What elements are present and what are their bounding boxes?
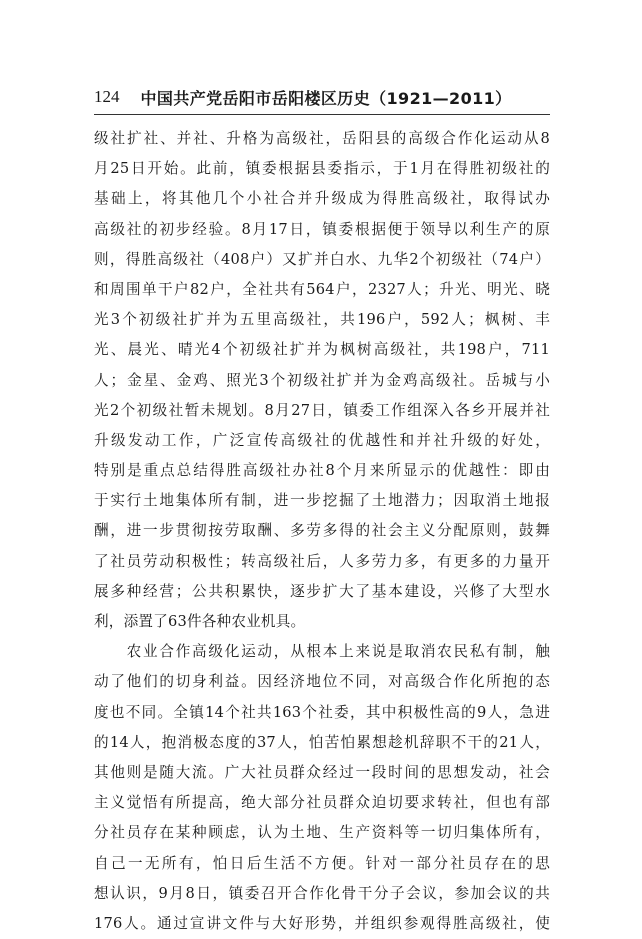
page-number: 124	[94, 87, 120, 106]
text-line: 利，添置了63件各种农业机具。	[94, 613, 306, 630]
text-line: 动了他们的切身利益。因经济地位不同，对高级合作化所抱的态	[94, 673, 550, 691]
text-line: 了社员劳动积极性；转高级社后，人多劳力多，有更多的力量开	[94, 552, 550, 570]
paragraph-2	[94, 637, 550, 939]
text-line: 分社员存在某种顾虑，认为土地、生产资料等一切归集体所有，	[94, 824, 550, 842]
text-line: 度也不同。全镇14个社共163个社委，其中积极性高的9人，急进	[94, 703, 550, 721]
text-line: 光、晨光、晴光4个初级社扩并为枫树高级社，共198户，711	[94, 341, 550, 359]
text-line: 光2个初级社暂未规划。8月27日，镇委工作组深入各乡开展并社	[94, 401, 550, 419]
text-line: 级社扩社、并社、升格为高级社，岳阳县的高级合作化运动从8	[94, 130, 550, 147]
text-line: 主义觉悟有所提高，绝大部分社员群众迫切要求转社，但也有部	[94, 794, 550, 812]
text-line: 人；金星、金鸡、照光3个初级社扩并为金鸡高级社。岳城与小	[94, 371, 550, 389]
text-line: 特别是重点总结得胜高级社办社8个月来所显示的优越性：即由	[94, 462, 550, 480]
text-line: 和周围单干户82户，全社共有564户，2327人；升光、明光、晓	[94, 280, 550, 298]
text-line: 基础上，将其他几个小社合并升级成为得胜高级社，取得试办	[94, 190, 550, 208]
paragraph-1	[94, 124, 550, 637]
text-line: 的14人，抱消极态度的37人，怕苦怕累想趁机辞职不干的21人，	[94, 733, 550, 751]
text-line: 则，得胜高级社（408户）又扩并白水、九华2个初级社（74户）	[94, 250, 550, 268]
running-title: 中国共产党岳阳市岳阳楼区历史（1921—2011）	[140, 88, 512, 108]
text-line: 想认识，9月8日，镇委召开合作化骨干分子会议，参加会议的共	[94, 884, 550, 902]
running-header	[94, 84, 548, 110]
text-line: 其他则是随大流。广大社员群众经过一段时间的思想发动，社会	[94, 763, 550, 781]
text-line: 176人。通过宣讲文件与大好形势，并组织参观得胜高级社，使	[94, 914, 550, 932]
text-line: 酬，进一步贯彻按劳取酬、多劳多得的社会主义分配原则，鼓舞	[94, 522, 550, 540]
text-line: 高级社的初步经验。8月17日，镇委根据便于领导以利生产的原	[94, 220, 550, 238]
text-line: 光3个初级社扩并为五里高级社，共196户，592人；枫树、丰	[94, 311, 550, 329]
body-text	[94, 124, 550, 939]
text-line: 农业合作高级化运动，从根本上来说是取消农民私有制，触	[94, 643, 550, 661]
text-line: 升级发动工作，广泛宣传高级社的优越性和并社升级的好处，	[94, 431, 550, 449]
text-line: 展多种经营；公共积累快，逐步扩大了基本建设，兴修了大型水	[94, 582, 550, 600]
text-line: 于实行土地集体所有制，进一步挖掘了土地潜力；因取消土地报	[94, 492, 550, 510]
text-line: 自己一无所有，怕日后生活不方便。针对一部分社员存在的思	[94, 854, 550, 872]
text-line: 月25日开始。此前，镇委根据县委指示，于1月在得胜初级社的	[94, 160, 550, 178]
header-divider	[94, 114, 550, 115]
